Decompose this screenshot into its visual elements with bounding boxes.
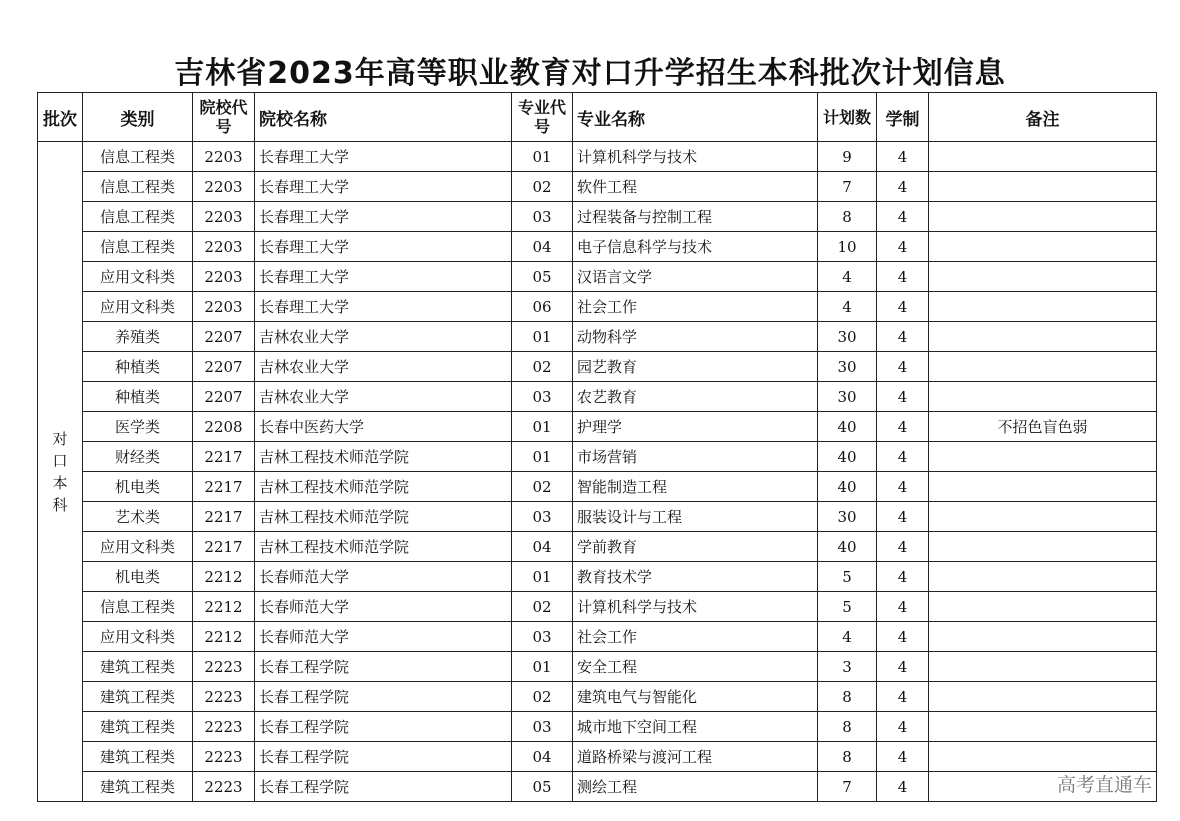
duration-cell: 4	[877, 262, 929, 292]
table-row	[38, 472, 1157, 502]
plan-count-cell: 40	[818, 532, 877, 562]
major-code-cell: 01	[512, 442, 573, 472]
school-code-cell: 2223	[193, 742, 255, 772]
table-row	[38, 292, 1157, 322]
school-name-cell: 长春理工大学	[255, 232, 512, 262]
table-row	[38, 232, 1157, 262]
major-code-cell: 01	[512, 412, 573, 442]
remark-cell	[929, 472, 1157, 502]
table-row	[38, 352, 1157, 382]
major-name-cell: 护理学	[573, 412, 818, 442]
duration-cell: 4	[877, 412, 929, 442]
category-cell: 种植类	[83, 352, 193, 382]
category-cell: 建筑工程类	[83, 712, 193, 742]
major-name-cell: 园艺教育	[573, 352, 818, 382]
major-name-cell: 智能制造工程	[573, 472, 818, 502]
school-code-cell: 2207	[193, 382, 255, 412]
school-name-cell: 长春师范大学	[255, 592, 512, 622]
duration-cell: 4	[877, 352, 929, 382]
category-cell: 养殖类	[83, 322, 193, 352]
major-name-cell: 计算机科学与技术	[573, 592, 818, 622]
batch-label: 对口本科	[52, 429, 68, 514]
remark-cell	[929, 232, 1157, 262]
major-name-cell: 建筑电气与智能化	[573, 682, 818, 712]
plan-count-cell: 7	[818, 772, 877, 802]
plan-count-cell: 8	[818, 742, 877, 772]
table-row	[38, 322, 1157, 352]
table-header-row	[38, 93, 1157, 142]
school-name-cell: 长春工程学院	[255, 742, 512, 772]
major-code-cell: 01	[512, 562, 573, 592]
category-cell: 医学类	[83, 412, 193, 442]
school-name-cell: 吉林工程技术师范学院	[255, 502, 512, 532]
duration-cell: 4	[877, 622, 929, 652]
major-name-cell: 测绘工程	[573, 772, 818, 802]
major-code-cell: 04	[512, 232, 573, 262]
school-name-cell: 长春理工大学	[255, 292, 512, 322]
plan-count-cell: 40	[818, 412, 877, 442]
school-code-cell: 2223	[193, 772, 255, 802]
major-name-cell: 服装设计与工程	[573, 502, 818, 532]
table-row	[38, 772, 1157, 802]
remark-cell	[929, 532, 1157, 562]
school-name-cell: 吉林农业大学	[255, 382, 512, 412]
school-name-cell: 长春工程学院	[255, 772, 512, 802]
duration-cell: 4	[877, 322, 929, 352]
plan-count-cell: 4	[818, 622, 877, 652]
school-code-cell: 2207	[193, 352, 255, 382]
header-category: 类别	[83, 93, 193, 142]
plan-count-cell: 30	[818, 322, 877, 352]
enrollment-plan-table	[37, 92, 1157, 802]
table-row	[38, 742, 1157, 772]
remark-cell	[929, 172, 1157, 202]
header-batch: 批次	[38, 93, 83, 142]
remark-cell	[929, 382, 1157, 412]
plan-count-cell: 5	[818, 562, 877, 592]
major-code-cell: 03	[512, 202, 573, 232]
school-code-cell: 2203	[193, 232, 255, 262]
watermark: 高考直通车	[1056, 774, 1152, 796]
remark-cell	[929, 502, 1157, 532]
duration-cell: 4	[877, 532, 929, 562]
table-row	[38, 172, 1157, 202]
remark-cell	[929, 262, 1157, 292]
major-code-cell: 01	[512, 142, 573, 172]
category-cell: 建筑工程类	[83, 742, 193, 772]
major-name-cell: 动物科学	[573, 322, 818, 352]
table-row	[38, 682, 1157, 712]
header-duration: 学制	[877, 93, 929, 142]
school-code-cell: 2203	[193, 202, 255, 232]
plan-count-cell: 7	[818, 172, 877, 202]
major-code-cell: 03	[512, 382, 573, 412]
table-row	[38, 652, 1157, 682]
major-name-cell: 电子信息科学与技术	[573, 232, 818, 262]
table-row	[38, 532, 1157, 562]
school-name-cell: 长春工程学院	[255, 682, 512, 712]
plan-count-cell: 30	[818, 502, 877, 532]
table-row	[38, 262, 1157, 292]
table-row	[38, 202, 1157, 232]
school-code-cell: 2223	[193, 712, 255, 742]
remark-cell	[929, 352, 1157, 382]
school-name-cell: 长春工程学院	[255, 652, 512, 682]
major-code-cell: 03	[512, 712, 573, 742]
major-name-cell: 市场营销	[573, 442, 818, 472]
remark-cell	[929, 592, 1157, 622]
category-cell: 应用文科类	[83, 262, 193, 292]
major-name-cell: 软件工程	[573, 172, 818, 202]
school-code-cell: 2207	[193, 322, 255, 352]
remark-cell: 不招色盲色弱	[929, 412, 1157, 442]
duration-cell: 4	[877, 292, 929, 322]
remark-cell	[929, 442, 1157, 472]
duration-cell: 4	[877, 172, 929, 202]
school-name-cell: 吉林农业大学	[255, 352, 512, 382]
table-row	[38, 592, 1157, 622]
header-plan-count: 计划数	[818, 93, 877, 142]
remark-cell	[929, 682, 1157, 712]
category-cell: 信息工程类	[83, 172, 193, 202]
school-code-cell: 2203	[193, 292, 255, 322]
category-cell: 应用文科类	[83, 532, 193, 562]
category-cell: 信息工程类	[83, 592, 193, 622]
school-code-cell: 2203	[193, 142, 255, 172]
duration-cell: 4	[877, 202, 929, 232]
school-name-cell: 吉林工程技术师范学院	[255, 442, 512, 472]
plan-count-cell: 3	[818, 652, 877, 682]
remark-cell	[929, 712, 1157, 742]
plan-count-cell: 30	[818, 382, 877, 412]
plan-count-cell: 40	[818, 442, 877, 472]
major-code-cell: 01	[512, 322, 573, 352]
table-row	[38, 142, 1157, 172]
duration-cell: 4	[877, 682, 929, 712]
major-name-cell: 社会工作	[573, 292, 818, 322]
school-name-cell: 吉林农业大学	[255, 322, 512, 352]
major-code-cell: 05	[512, 262, 573, 292]
school-name-cell: 长春师范大学	[255, 622, 512, 652]
school-name-cell: 长春理工大学	[255, 202, 512, 232]
duration-cell: 4	[877, 442, 929, 472]
table-row	[38, 412, 1157, 442]
duration-cell: 4	[877, 652, 929, 682]
category-cell: 应用文科类	[83, 292, 193, 322]
major-code-cell: 02	[512, 172, 573, 202]
major-code-cell: 04	[512, 532, 573, 562]
remark-cell	[929, 652, 1157, 682]
duration-cell: 4	[877, 562, 929, 592]
major-name-cell: 农艺教育	[573, 382, 818, 412]
major-code-cell: 06	[512, 292, 573, 322]
remark-cell	[929, 292, 1157, 322]
table-row	[38, 622, 1157, 652]
category-cell: 信息工程类	[83, 232, 193, 262]
major-code-cell: 01	[512, 652, 573, 682]
remark-cell	[929, 142, 1157, 172]
plan-count-cell: 30	[818, 352, 877, 382]
plan-count-cell: 9	[818, 142, 877, 172]
major-name-cell: 安全工程	[573, 652, 818, 682]
duration-cell: 4	[877, 772, 929, 802]
duration-cell: 4	[877, 472, 929, 502]
major-name-cell: 道路桥梁与渡河工程	[573, 742, 818, 772]
school-code-cell: 2212	[193, 622, 255, 652]
category-cell: 信息工程类	[83, 142, 193, 172]
duration-cell: 4	[877, 232, 929, 262]
duration-cell: 4	[877, 712, 929, 742]
school-name-cell: 长春工程学院	[255, 712, 512, 742]
school-code-cell: 2217	[193, 502, 255, 532]
school-code-cell: 2217	[193, 472, 255, 502]
major-code-cell: 05	[512, 772, 573, 802]
remark-cell	[929, 622, 1157, 652]
school-code-cell: 2203	[193, 262, 255, 292]
table-row	[38, 382, 1157, 412]
plan-count-cell: 8	[818, 682, 877, 712]
duration-cell: 4	[877, 742, 929, 772]
school-name-cell: 长春理工大学	[255, 262, 512, 292]
plan-count-cell: 8	[818, 202, 877, 232]
duration-cell: 4	[877, 142, 929, 172]
plan-count-cell: 8	[818, 712, 877, 742]
category-cell: 应用文科类	[83, 622, 193, 652]
major-code-cell: 04	[512, 742, 573, 772]
school-code-cell: 2208	[193, 412, 255, 442]
duration-cell: 4	[877, 592, 929, 622]
category-cell: 机电类	[83, 562, 193, 592]
major-code-cell: 02	[512, 682, 573, 712]
school-name-cell: 长春中医药大学	[255, 412, 512, 442]
header-major-code: 专业代号	[512, 93, 573, 142]
remark-cell	[929, 562, 1157, 592]
major-code-cell: 02	[512, 592, 573, 622]
school-code-cell: 2223	[193, 682, 255, 712]
header-major-name: 专业名称	[573, 93, 818, 142]
major-name-cell: 汉语言文学	[573, 262, 818, 292]
table-row	[38, 502, 1157, 532]
school-code-cell: 2212	[193, 562, 255, 592]
major-name-cell: 城市地下空间工程	[573, 712, 818, 742]
remark-cell	[929, 742, 1157, 772]
major-code-cell: 02	[512, 352, 573, 382]
school-name-cell: 长春理工大学	[255, 142, 512, 172]
major-name-cell: 教育技术学	[573, 562, 818, 592]
table-row	[38, 562, 1157, 592]
school-name-cell: 长春师范大学	[255, 562, 512, 592]
school-name-cell: 吉林工程技术师范学院	[255, 532, 512, 562]
school-code-cell: 2212	[193, 592, 255, 622]
plan-count-cell: 4	[818, 292, 877, 322]
plan-count-cell: 40	[818, 472, 877, 502]
category-cell: 建筑工程类	[83, 772, 193, 802]
category-cell: 财经类	[83, 442, 193, 472]
table-body	[38, 142, 1157, 802]
school-code-cell: 2203	[193, 172, 255, 202]
category-cell: 建筑工程类	[83, 682, 193, 712]
major-code-cell: 02	[512, 472, 573, 502]
duration-cell: 4	[877, 382, 929, 412]
category-cell: 建筑工程类	[83, 652, 193, 682]
school-name-cell: 长春理工大学	[255, 172, 512, 202]
major-name-cell: 社会工作	[573, 622, 818, 652]
plan-count-cell: 10	[818, 232, 877, 262]
school-code-cell: 2223	[193, 652, 255, 682]
plan-count-cell: 4	[818, 262, 877, 292]
major-name-cell: 学前教育	[573, 532, 818, 562]
category-cell: 信息工程类	[83, 202, 193, 232]
remark-cell	[929, 202, 1157, 232]
category-cell: 机电类	[83, 472, 193, 502]
batch-cell	[38, 142, 83, 802]
major-code-cell: 03	[512, 622, 573, 652]
duration-cell: 4	[877, 502, 929, 532]
school-code-cell: 2217	[193, 532, 255, 562]
header-school-code: 院校代号	[193, 93, 255, 142]
header-remark: 备注	[929, 93, 1157, 142]
category-cell: 种植类	[83, 382, 193, 412]
table-row	[38, 442, 1157, 472]
school-name-cell: 吉林工程技术师范学院	[255, 472, 512, 502]
major-name-cell: 过程装备与控制工程	[573, 202, 818, 232]
major-name-cell: 计算机科学与技术	[573, 142, 818, 172]
school-code-cell: 2217	[193, 442, 255, 472]
remark-cell	[929, 322, 1157, 352]
plan-count-cell: 5	[818, 592, 877, 622]
table-row	[38, 712, 1157, 742]
major-code-cell: 03	[512, 502, 573, 532]
document-title: 吉林省2023年高等职业教育对口升学招生本科批次计划信息	[174, 56, 1006, 91]
category-cell: 艺术类	[83, 502, 193, 532]
header-school-name: 院校名称	[255, 93, 512, 142]
